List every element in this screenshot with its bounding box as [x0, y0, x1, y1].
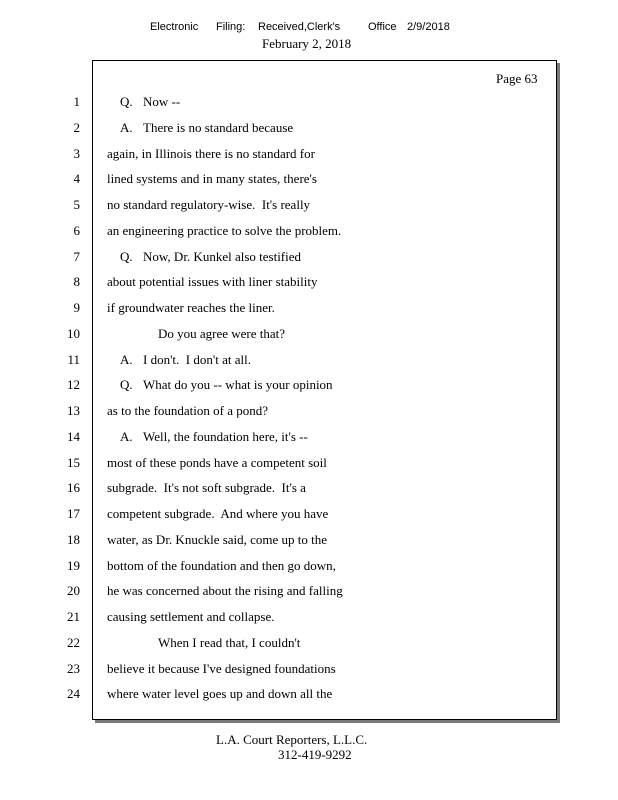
line-text: subgrade. It's not soft subgrade. It's a	[107, 480, 306, 496]
speaker-label: Q.	[120, 94, 133, 109]
line-content	[120, 115, 293, 141]
line-number: 21	[67, 609, 80, 624]
filing-stamp-word: Received,Clerk's	[258, 21, 341, 33]
line-text: Well, the foundation here, it's --	[143, 428, 308, 444]
speaker-label: A.	[120, 428, 133, 444]
transcript-line	[0, 166, 618, 192]
speaker-label: Q.	[120, 377, 133, 393]
transcript-line	[0, 398, 618, 424]
speaker-label: A.	[120, 351, 133, 367]
line-content	[120, 372, 333, 398]
filing-stamp-word: 2/9/2018	[407, 21, 450, 33]
line-number: 22	[67, 634, 80, 650]
line-text: Now, Dr. Kunkel also testified	[143, 248, 302, 264]
line-number: 14	[67, 428, 80, 444]
line-text: again, in Illinois there is no standard for	[107, 145, 315, 161]
transcript-line	[0, 141, 618, 167]
line-number: 15	[67, 454, 80, 470]
transcript-line	[0, 244, 618, 270]
reporter-company: L.A. Court Reporters, L.L.C.	[216, 732, 368, 747]
line-number: 5	[73, 197, 80, 212]
line-text: causing settlement and collapse.	[107, 609, 275, 624]
line-number: 24	[67, 686, 80, 702]
line-number: 17	[67, 506, 80, 521]
line-text: I don't. I don't at all.	[143, 351, 251, 367]
line-text: There is no standard because	[143, 119, 294, 135]
line-text: Do you agree were that?	[158, 325, 286, 341]
transcript-line	[0, 321, 618, 347]
transcript-line	[0, 501, 618, 527]
line-number: 7	[73, 248, 80, 264]
transcript-line	[0, 475, 618, 501]
transcript-line	[0, 295, 618, 321]
transcript-line	[0, 656, 618, 682]
line-text: as to the foundation of a pond?	[107, 403, 269, 418]
line-number: 8	[73, 274, 80, 290]
transcript-line	[0, 578, 618, 604]
line-number: 2	[73, 119, 80, 135]
line-number: 10	[67, 325, 80, 341]
line-text: When I read that, I couldn't	[158, 634, 301, 650]
transcript-line	[0, 192, 618, 218]
transcript-line	[0, 604, 618, 630]
line-number: 1	[73, 94, 80, 109]
transcript-line	[0, 218, 618, 244]
line-number: 6	[73, 222, 80, 238]
line-number: 9	[73, 300, 80, 315]
transcript-line	[0, 115, 618, 141]
line-number: 4	[73, 171, 80, 187]
transcript-line	[0, 681, 618, 707]
line-text: most of these ponds have a competent soil	[107, 454, 327, 470]
transcript-line	[0, 89, 618, 115]
hearing-date: February 2, 2018	[262, 36, 352, 51]
line-number: 16	[67, 480, 80, 496]
speaker-label: A.	[120, 119, 133, 135]
reporter-phone: 312-419-9292	[278, 747, 352, 762]
line-text: believe it because I've designed foundations	[107, 660, 336, 676]
line-text: if groundwater reaches the liner.	[107, 300, 275, 315]
transcript-line	[0, 424, 618, 450]
filing-stamp-word: Office	[368, 21, 397, 33]
line-number: 11	[67, 351, 80, 367]
line-text: he was concerned about the rising and falling	[107, 583, 343, 599]
line-number: 23	[67, 660, 80, 676]
line-text: competent subgrade. And where you have	[107, 506, 329, 521]
line-number: 20	[67, 583, 80, 599]
transcript-line	[0, 347, 618, 373]
line-text: an engineering practice to solve the problem.	[107, 222, 342, 238]
line-text: where water level goes up and down all the	[107, 686, 333, 702]
filing-stamp-word: Electronic	[150, 21, 199, 33]
transcript-line	[0, 450, 618, 476]
line-text: lined systems and in many states, there's	[107, 171, 317, 187]
line-text: no standard regulatory-wise. It's really	[107, 197, 311, 212]
line-number: 12	[67, 377, 80, 393]
line-number: 18	[67, 531, 80, 547]
line-text: What do you -- what is your opinion	[143, 377, 333, 393]
line-text: water, as Dr. Knuckle said, come up to the	[107, 531, 328, 547]
transcript-line	[0, 630, 618, 656]
line-text: about potential issues with liner stability	[107, 274, 318, 290]
transcript-line	[0, 372, 618, 398]
line-number: 13	[67, 403, 80, 418]
line-text: bottom of the foundation and then go down,	[107, 557, 336, 573]
transcript-body	[0, 89, 618, 707]
line-text: Now --	[143, 94, 181, 109]
filing-stamp-word: Filing:	[216, 21, 246, 33]
line-number: 19	[67, 557, 80, 573]
page-number: Page 63	[496, 71, 538, 86]
line-content	[120, 244, 301, 270]
transcript-line	[0, 269, 618, 295]
transcript-line	[0, 527, 618, 553]
line-content	[120, 424, 308, 450]
speaker-label: Q.	[120, 248, 133, 264]
line-content	[120, 347, 251, 373]
transcript-line	[0, 553, 618, 579]
line-content	[120, 89, 180, 115]
line-number: 3	[73, 145, 80, 161]
